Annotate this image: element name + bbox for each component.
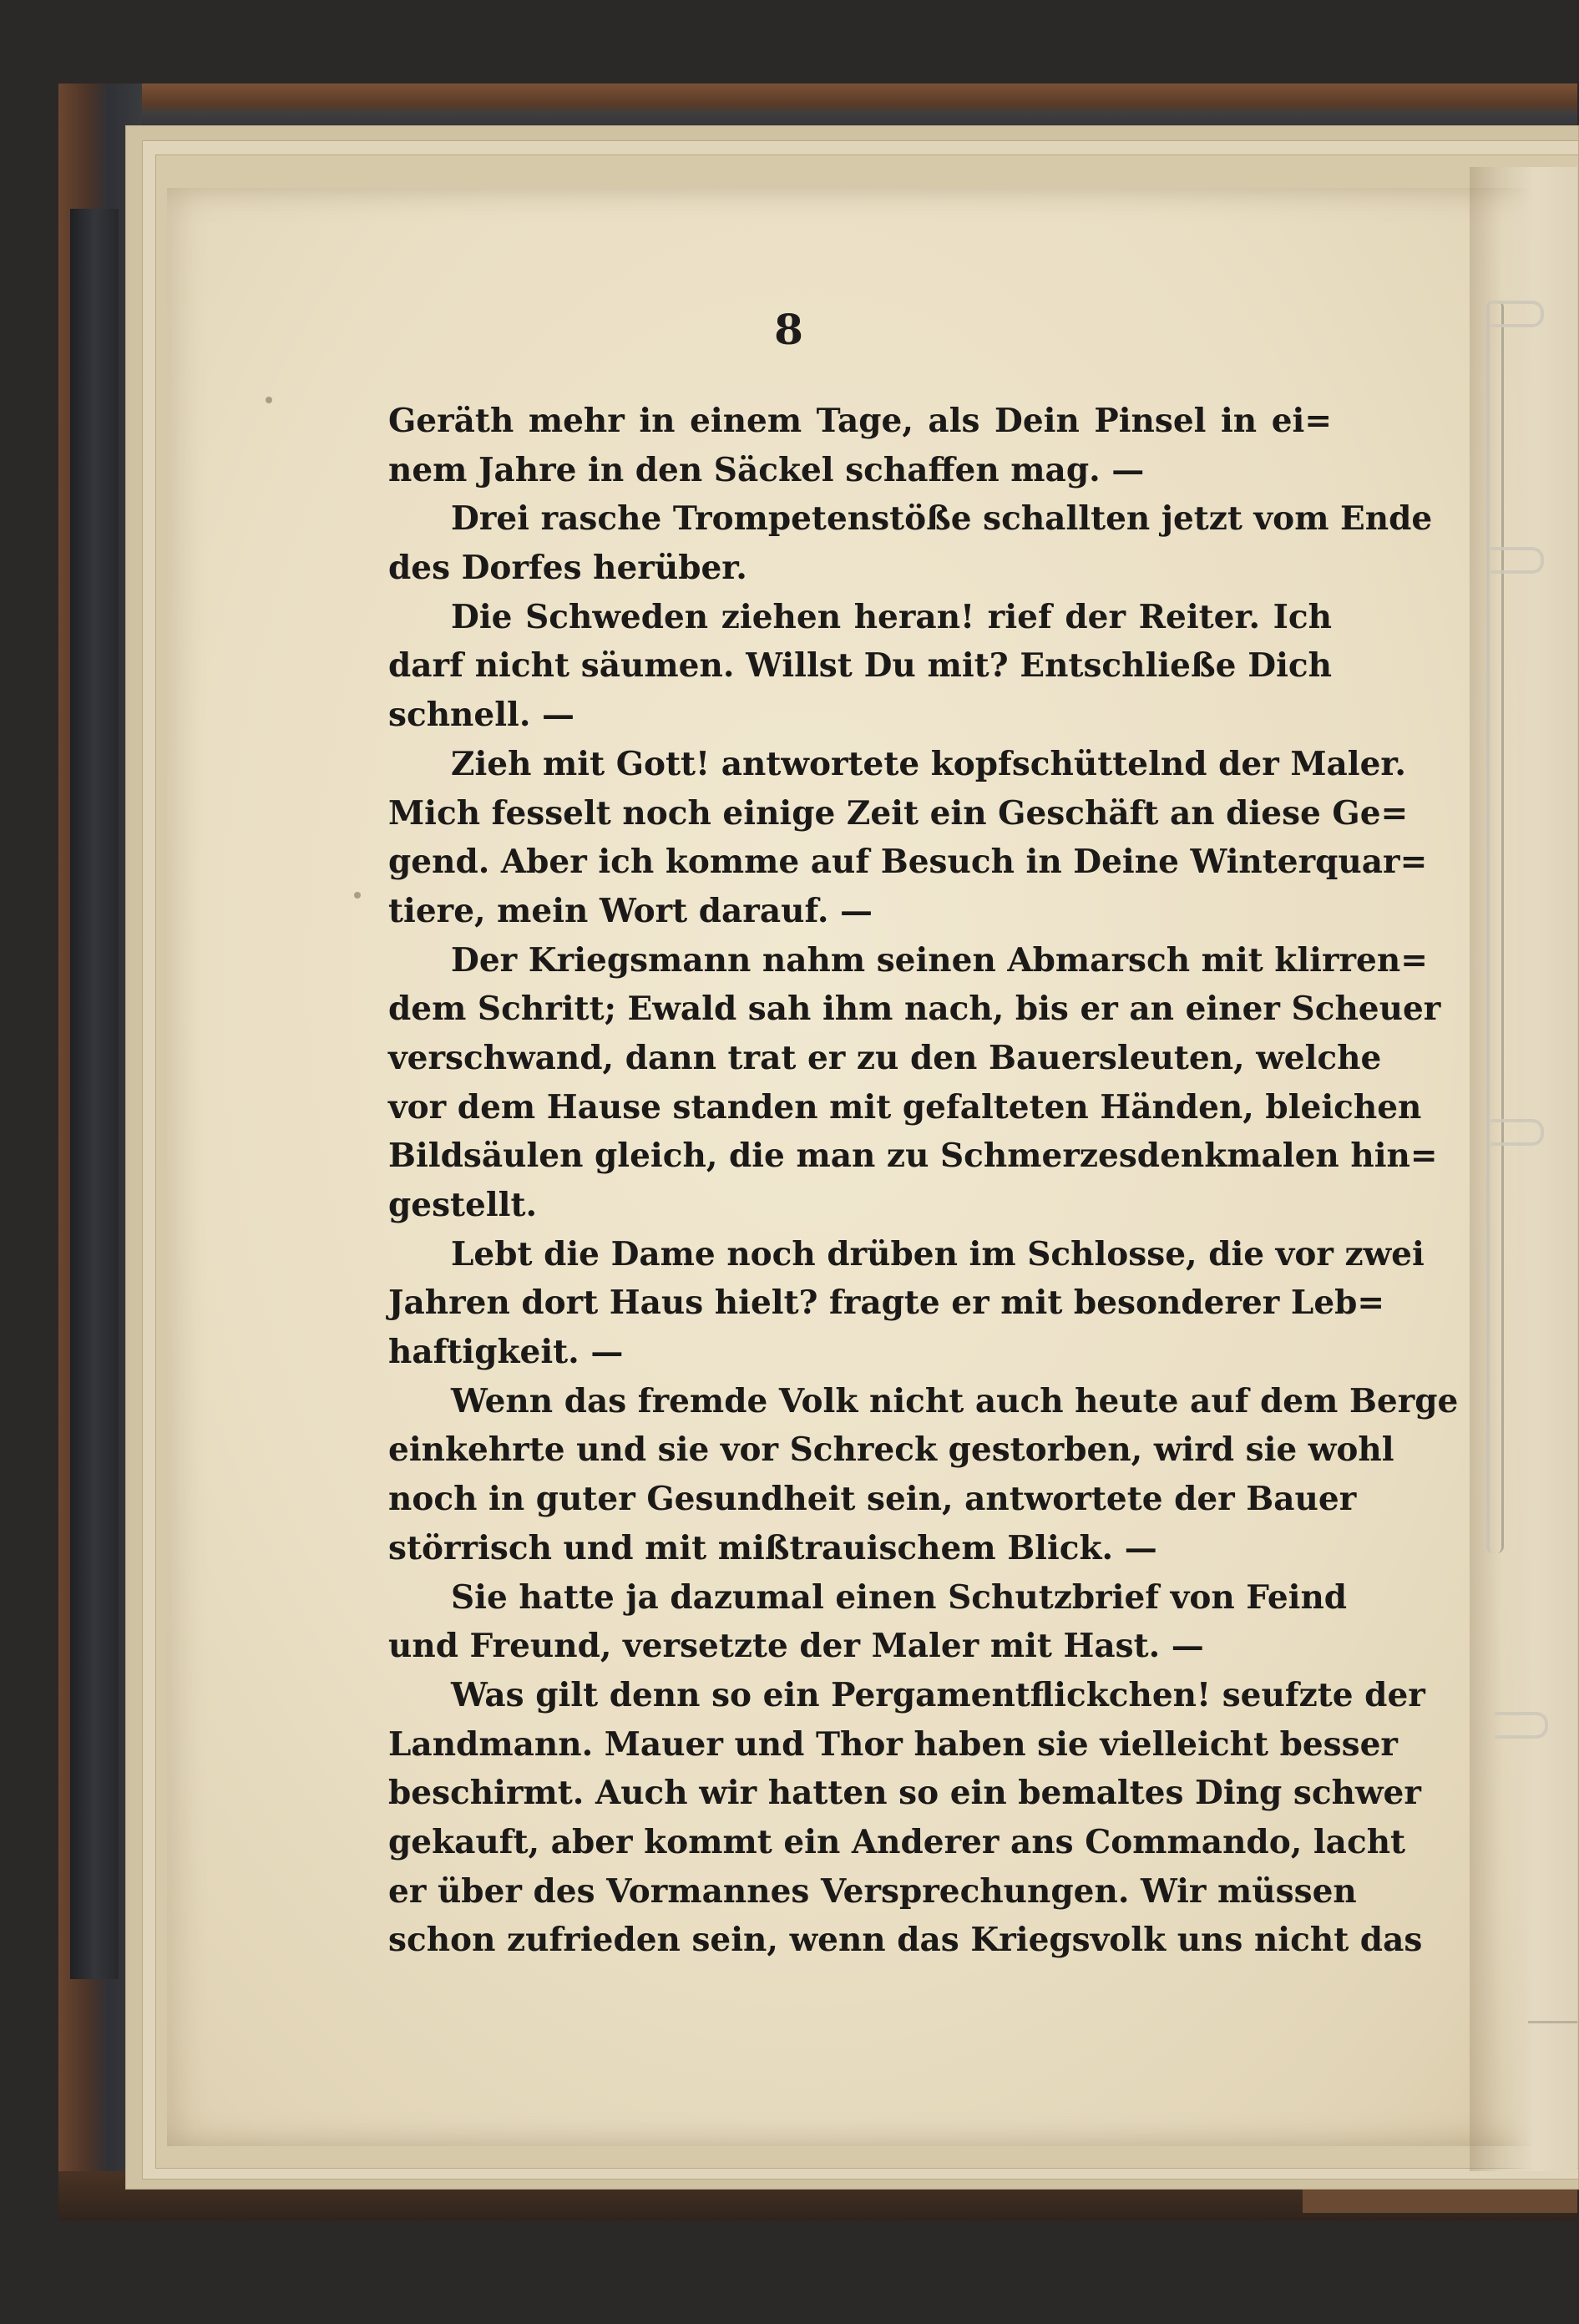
text-line: Zieh mit Gott! antwortete kopfschüttelnd der Maler. — [451, 744, 1406, 783]
text-line: beschirmt. Auch wir hatten so ein bemaltes Ding schwer — [388, 1774, 1421, 1813]
book-cover-leather-strip — [70, 209, 119, 1979]
text-line: Drei rasche Trompetenstöße schallten jetzt vom Ende — [451, 499, 1433, 539]
binding-thread — [1486, 301, 1504, 1553]
text-line: Mich fesselt noch einige Zeit ein Geschäft an diese Ge= — [388, 793, 1409, 833]
binding-stitch — [1495, 1712, 1548, 1739]
text-line: gend. Aber ich komme auf Besuch in Deine Winterquar= — [388, 843, 1428, 882]
text-line: haftigkeit. — — [388, 1333, 624, 1372]
binding-stitch — [1490, 547, 1544, 574]
body-text — [388, 397, 1459, 1965]
text-line: verschwand, dann trat er zu den Bauersleuten, welche — [388, 1038, 1382, 1077]
text-line: des Dorfes herüber. — [388, 549, 747, 588]
text-line: Sie hatte ja dazumal einen Schutzbrief von Feind — [451, 1577, 1348, 1617]
text-line: darf nicht säumen. Willst Du mit? Entschließe Dich — [388, 646, 1332, 686]
bleed-mark — [1528, 2021, 1577, 2023]
page-number: 8 — [774, 305, 803, 354]
text-line: tiere, mein Wort darauf. — — [388, 891, 873, 930]
text-line: Wenn das fremde Volk nicht auch heute auf dem Berge — [451, 1381, 1459, 1420]
text-line: Landmann. Mauer und Thor haben sie vielleicht besser — [388, 1724, 1398, 1764]
paper-speck — [266, 397, 272, 403]
text-line: Lebt die Dame noch drüben im Schlosse, die vor zwei — [451, 1234, 1425, 1273]
text-line: Die Schweden ziehen heran! rief der Reiter. Ich — [451, 597, 1332, 636]
text-line: noch in guter Gesundheit sein, antwortete der Bauer — [388, 1480, 1357, 1519]
text-line: schon zufrieden sein, wenn das Kriegsvolk uns nicht das — [388, 1921, 1423, 1960]
text-line: gekauft, aber kommt ein Anderer ans Commando, lacht — [388, 1822, 1406, 1861]
paper-speck — [354, 892, 361, 899]
text-line: Der Kriegsmann nahm seinen Abmarsch mit klirren= — [451, 940, 1428, 980]
text-line: er über des Vormannes Versprechungen. Wir müssen — [388, 1871, 1357, 1911]
text-line: Jahren dort Haus hielt? fragte er mit besonderer Leb= — [388, 1284, 1385, 1323]
text-line: einkehrte und sie vor Schreck gestorben, wird sie wohl — [388, 1430, 1394, 1470]
text-line: vor dem Hause standen mit gefalteten Händen, bleichen — [388, 1087, 1422, 1127]
text-line: nem Jahre in den Säckel schaffen mag. — — [388, 450, 1145, 489]
binding-stitch — [1490, 1119, 1544, 1146]
text-line: Was gilt denn so ein Pergamentflickchen! seufzte der — [451, 1675, 1425, 1714]
text-line: gestellt. — [388, 1186, 538, 1224]
text-line: Geräth mehr in einem Tage, als Dein Pinsel in ei= — [388, 402, 1332, 440]
text-line: Bildsäulen gleich, die man zu Schmerzesdenkmalen hin= — [388, 1137, 1438, 1176]
text-line: schnell. — — [388, 696, 575, 735]
text-line: dem Schritt; Ewald sah ihm nach, bis er an einer Scheuer — [388, 990, 1441, 1029]
text-line: störrisch und mit mißtrauischem Blick. — — [388, 1528, 1157, 1567]
text-line: und Freund, versetzte der Maler mit Hast. — — [388, 1627, 1204, 1666]
